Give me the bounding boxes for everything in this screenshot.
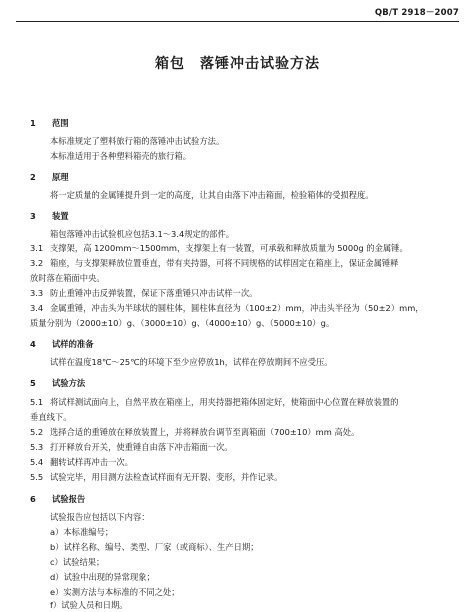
section-title: 试验方法 [52,378,86,388]
clause-number: 5.3 [30,442,44,452]
clause-text: 金属重锤，冲击头为半球状的圆柱体，圆柱体直径为（100±2）mm，冲击头半径为（50±2）mm， [50,303,424,313]
clause-number: 3.2 [30,258,44,268]
clause-3-3 [30,288,257,298]
clause-text: 防止重锤冲击反弹装置，保证下落重锤只冲击试样一次。 [50,288,258,298]
section-6-heading [30,494,85,504]
section-number: 5 [30,378,36,388]
clause-number: 3.3 [30,288,44,298]
list-item: e）实测方法与本标准的不同之处； [50,587,180,597]
paragraph: 本标准适用于各种塑料箱壳的旅行箱。 [50,151,192,161]
clause-3-1 [30,243,408,253]
header-rule [16,21,459,22]
section-5-heading [30,378,85,388]
section-2-heading [30,172,69,182]
clause-text: 翻转试样再冲击一次。 [50,457,133,467]
section-title: 装置 [52,211,69,221]
clause-3-2 [30,258,398,268]
clause-5-4 [30,457,133,467]
section-4-heading [30,339,94,349]
paragraph: 试样在温度18℃～25℃的环境下至少应停放1h，试样在停放期间不应受压。 [50,357,333,367]
clause-5-1 [30,397,398,407]
clause-text: 支撑架，高 1200mm～1500mm，支撑架上有一装置，可承载和释放质量为 5000g 的金属锤。 [50,243,408,253]
paragraph: 箱包落锤冲击试验机应包括3.1～3.4规定的部件。 [50,229,235,239]
clause-text: 将试样测试面向上，自然平放在箱座上，用夹持器把箱体固定好，使箱面中心位置在释放装置的 [50,397,399,407]
section-number: 4 [30,339,36,349]
paragraph: 将一定质量的金属锤提升到一定的高度，让其自由落下冲击箱面，检验箱体的受损程度。 [50,190,374,200]
clause-continuation: 质量分别为（2000±10）g、（3000±10）g、（4000±10）g、（5000±10）g。 [30,318,335,328]
clause-5-3 [30,442,233,452]
clause-continuation: 垂直线下。 [30,412,72,422]
list-item: a）本标准编号； [50,527,114,537]
section-number: 3 [30,211,36,221]
list-item: d）试验中出现的异常现象； [50,572,155,582]
list-item: f）试验人员和日期。 [50,600,128,610]
section-1-heading [30,118,69,128]
clause-number: 3.1 [30,243,44,253]
section-title: 试验报告 [52,494,86,504]
paragraph: 试验报告应包括以下内容： [50,512,150,522]
clause-text: 选择合适的重锤放在释放装置上，并将释放台调节至离箱面（700±10）mm 高处。 [50,427,360,437]
standard-code: QB/T 2918－2007 [374,8,459,18]
clause-text: 试验完毕，用目测方法检查试样面有无开裂、变形，并作记录。 [50,472,283,482]
section-number: 6 [30,494,36,504]
clause-text: 打开释放台开关，使重锤自由落下冲击箱面一次。 [50,442,233,452]
clause-number: 5.1 [30,397,44,407]
clause-number: 5.5 [30,472,44,482]
section-title: 原理 [52,172,69,182]
clause-5-2 [30,427,359,437]
clause-number: 5.2 [30,427,44,437]
section-number: 2 [30,172,36,182]
document-title: 箱包 落锤冲击试验方法 [155,56,320,72]
clause-number: 3.4 [30,303,44,313]
clause-continuation: 放时落在箱面中央。 [30,273,105,283]
list-item: b）试样名称、编号、类型、厂家（或商标）、生产日期； [50,542,259,552]
list-item: c）试验结果； [50,557,105,567]
clause-5-5 [30,472,282,482]
section-title: 范围 [52,118,69,128]
section-title: 试样的准备 [52,339,94,349]
paragraph: 本标准规定了塑料旅行箱的落锤冲击试验方法。 [50,136,225,146]
section-3-heading [30,211,69,221]
section-number: 1 [30,118,36,128]
clause-3-4 [30,303,424,313]
clause-number: 5.4 [30,457,44,467]
clause-text: 箱座，与支撑架释放位置垂直，带有夹持器，可将不同规格的试样固定在箱座上，保证金属锤释 [50,258,399,268]
